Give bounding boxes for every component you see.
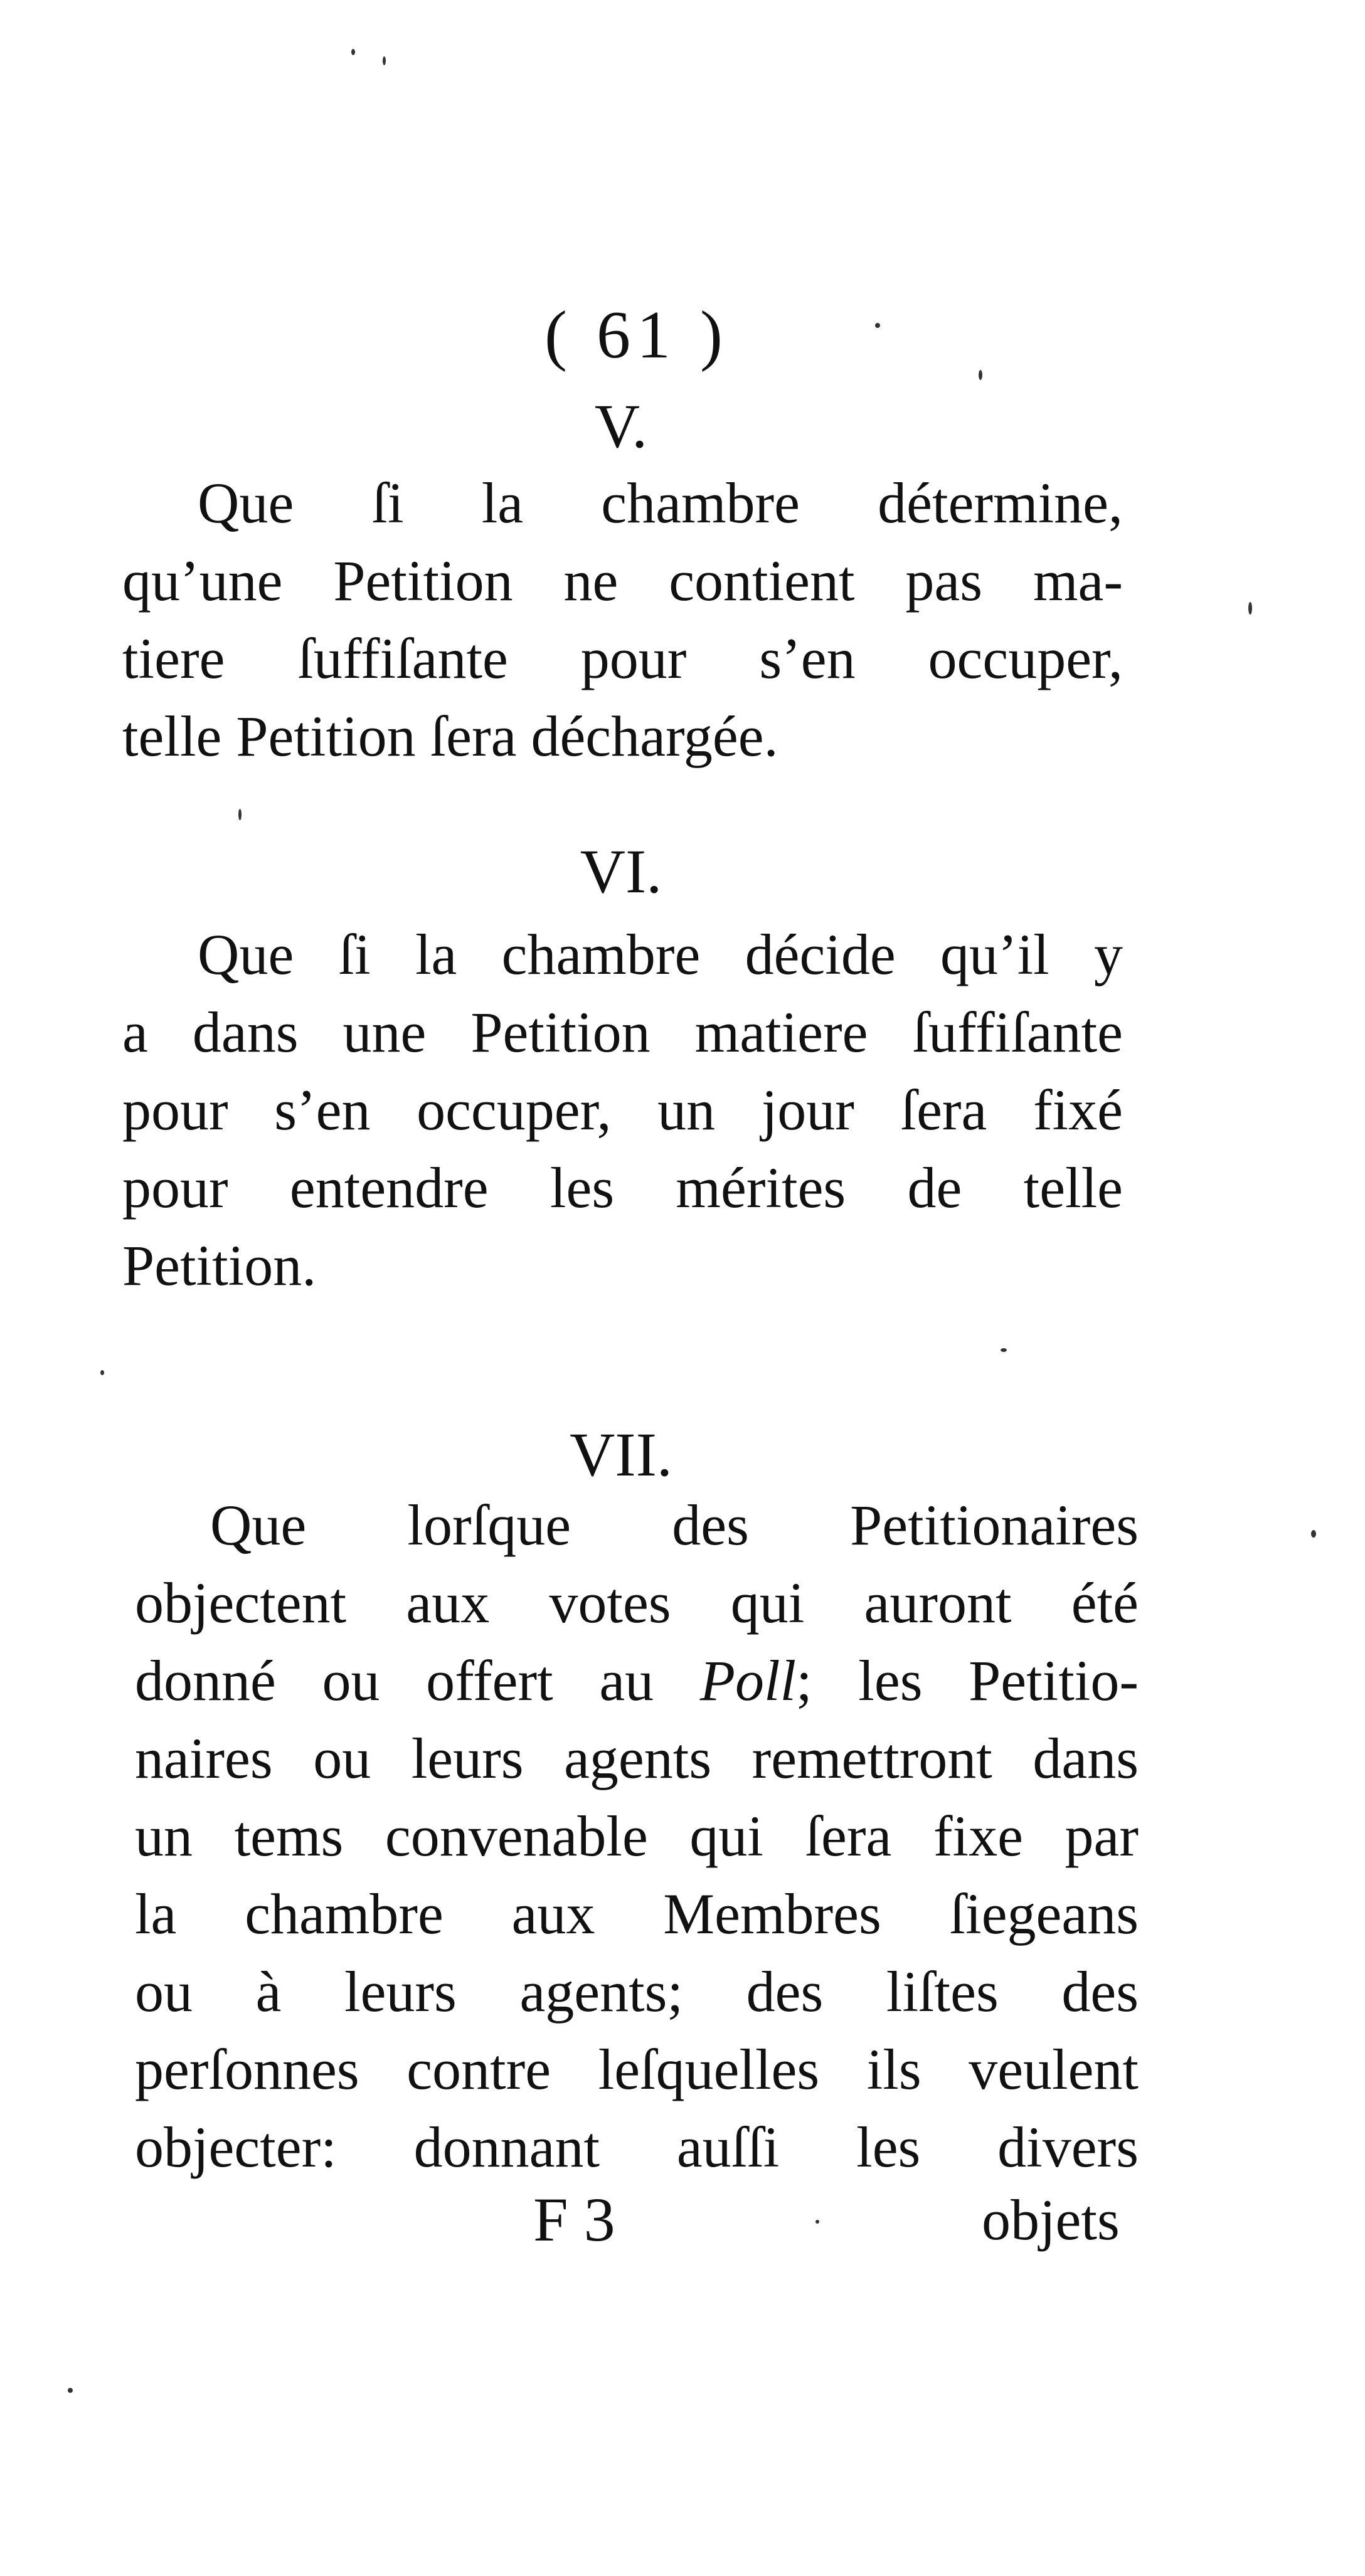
text-line: un tems convenable qui ſera fixe par (135, 1804, 1139, 1868)
text-line: tiere ſuffiſante pour s’en occuper, (122, 626, 1123, 690)
section-vii-text (135, 1486, 1139, 2186)
signature-mark: F 3 (533, 2185, 615, 2254)
print-speck (383, 56, 386, 65)
text-line: donné ou offert au Poll; les Petitio- (135, 1649, 1139, 1713)
poll-word: Poll (699, 1649, 797, 1713)
text-line: perſonnes contre leſquelles ils veulent (135, 2037, 1139, 2101)
text-line: la chambre aux Membres ſiegeans (135, 1882, 1139, 1946)
poll-line-start: donné ou offert au (135, 1649, 700, 1713)
print-speck (1311, 1530, 1316, 1538)
section-heading-vi: VI. (580, 837, 662, 906)
print-speck (875, 323, 880, 328)
text-line: Petition. (122, 1233, 317, 1297)
section-vi-text (122, 916, 1123, 1304)
print-speck (238, 809, 242, 820)
catchword: objets (982, 2188, 1120, 2252)
text-line: telle Petition ſera déchargée. (122, 704, 778, 768)
text-line: Que ſi la chambre détermine, (198, 471, 1123, 535)
print-speck (1248, 602, 1252, 615)
text-line: Que lorſque des Petitionaires (210, 1493, 1139, 1557)
print-speck (100, 1370, 104, 1375)
section-heading-v: V. (594, 391, 648, 461)
text-line: ou à leurs agents; des liſtes des (135, 1960, 1139, 2024)
section-v-text (122, 464, 1123, 775)
print-speck (68, 2388, 73, 2393)
text-line: objectent aux votes qui auront été (135, 1571, 1139, 1635)
text-line: pour s’en occuper, un jour ſera fixé (122, 1078, 1123, 1142)
text-line: qu’une Petition ne contient pas ma- (122, 549, 1123, 613)
text-line: objecter: donnant auſſi les divers (135, 2115, 1139, 2179)
section-heading-vii: VII. (570, 1420, 672, 1489)
print-speck (815, 2220, 819, 2224)
text-line: a dans une Petition matiere ſuffiſante (122, 1000, 1123, 1064)
print-speck (979, 370, 982, 380)
text-line: pour entendre les mérites de telle (122, 1156, 1123, 1220)
text-line: naires ou leurs agents remettront dans (135, 1726, 1139, 1790)
print-speck (1001, 1348, 1007, 1352)
page-number: ( 61 ) (544, 298, 729, 372)
text-line: Que ſi la chambre décide qu’il y (198, 922, 1123, 986)
print-speck (351, 49, 355, 55)
